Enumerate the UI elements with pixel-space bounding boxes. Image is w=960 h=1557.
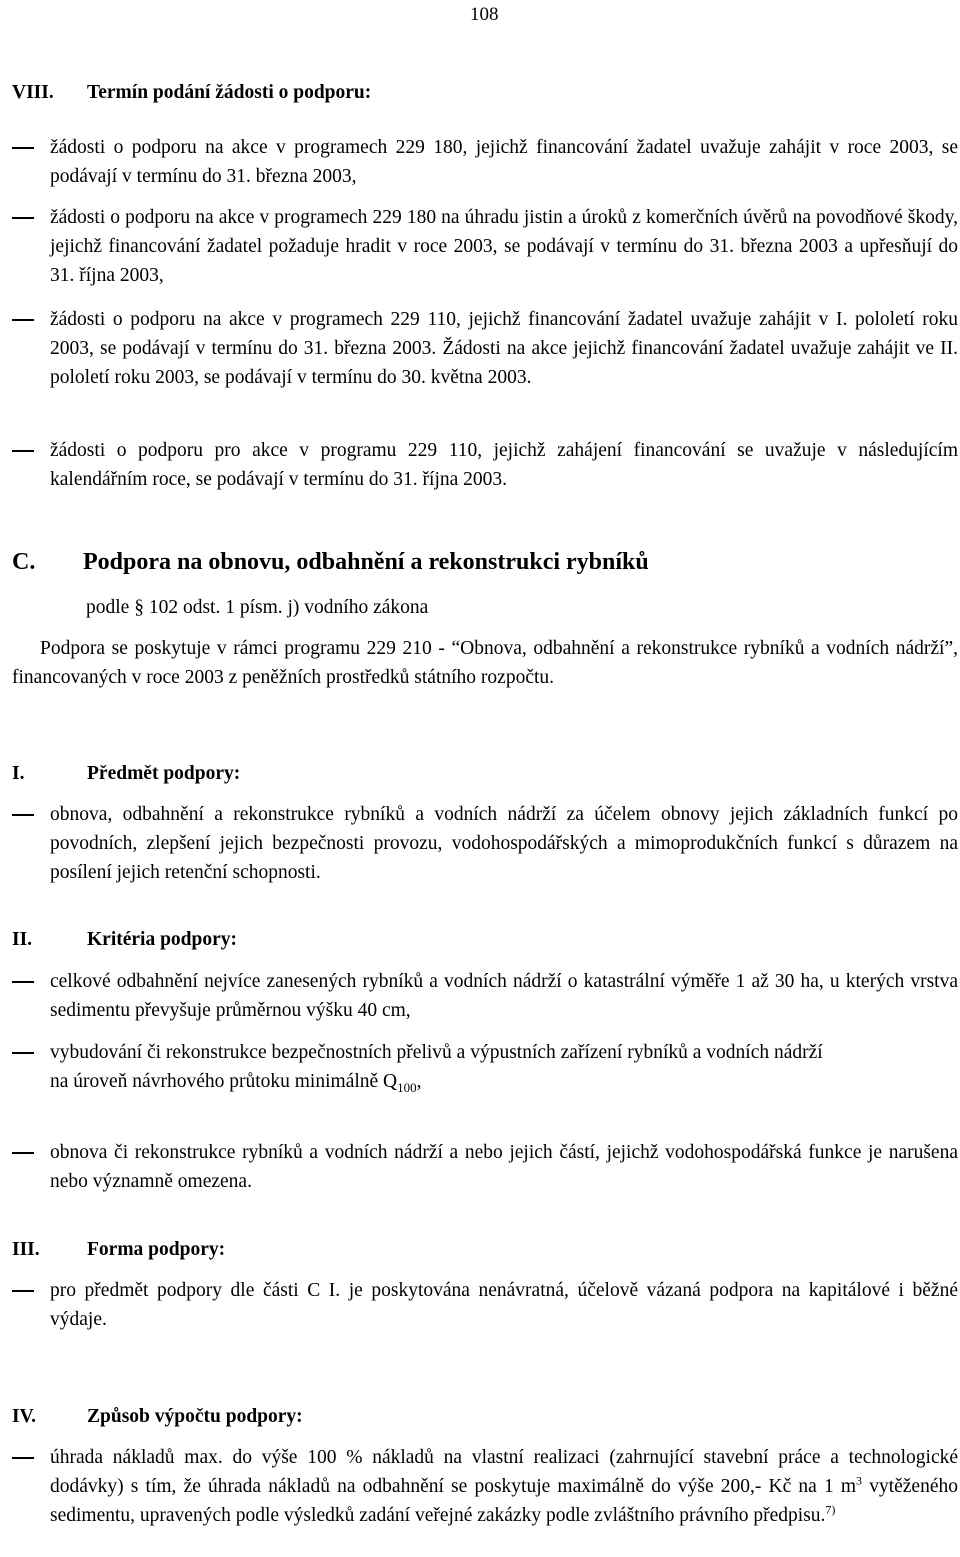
flow-text: na úroveň návrhového průtoku minimálně Q bbox=[50, 1071, 398, 1092]
section-title: Podpora na obnovu, odbahnění a rekonstrukci rybníků bbox=[83, 549, 649, 575]
list-item-text: obnova či rekonstrukce rybníků a vodních nádrží a nebo jejich částí, jejichž vodohospodářská funkce je narušena nebo významně omezena. bbox=[50, 1142, 958, 1192]
list-item bbox=[12, 133, 958, 191]
list-item-text: žádosti o podporu na akce v programech 229 110, jejichž financování žadatel uvažuje zahájit v I. pololetí roku 2003, se podávají v termínu do 31. března 2003. Žádosti na akce jejichž financování žadatel uvažuje zahájit ve II. pololetí roku 2003, se podávají v termínu do 30. května 2003. bbox=[50, 309, 958, 388]
footnote-ref: 7) bbox=[825, 1502, 836, 1517]
paragraph-symbol: § bbox=[134, 597, 144, 618]
subscript: 100 bbox=[397, 1079, 417, 1095]
list-item bbox=[12, 436, 958, 494]
list-item-text: celkové odbahnění nejvíce zanesených rybníků a vodních nádrží o katastrální výměře 1 až 30 ha, u kterých vrstva sedimentu převyšuje průměrnou výšku 40 cm, bbox=[50, 971, 958, 1021]
section-number: IV. bbox=[12, 1406, 37, 1427]
section-iii-heading bbox=[12, 1235, 226, 1264]
flow-text: úhrada nákladů max. do výše 100 % nákladů na vlastní realizaci (zahrnující stavební práce a technologické dodávky) s tím, že úhrada nákladů na odbahnění se poskytuje maximálně do výše 200,- Kč na 1 m bbox=[50, 1447, 958, 1497]
list-item bbox=[12, 1038, 958, 1102]
list-item bbox=[12, 1276, 958, 1334]
list-item-text bbox=[50, 1038, 958, 1102]
superscript: 3 bbox=[856, 1473, 863, 1488]
list-item-text: pro předmět podpory dle části C I. je poskytována nenávratná, účelově vázaná podpora na kapitálové i běžné výdaje. bbox=[50, 1280, 958, 1330]
list-item bbox=[12, 1138, 958, 1196]
subtitle-post: 102 odst. 1 písm. j) vodního zákona bbox=[148, 597, 429, 618]
list-item bbox=[12, 800, 958, 887]
list-item bbox=[12, 305, 958, 392]
section-c-intro: Podpora se poskytuje v rámci programu 229 210 - “Obnova, odbahnění a rekonstrukce rybníků a vodních nádrží”, financovaných v roce 2003 z peněžních prostředků státního rozpočtu. bbox=[12, 638, 958, 688]
list-item bbox=[12, 967, 958, 1025]
section-title: Způsob výpočtu podpory: bbox=[87, 1406, 303, 1427]
section-letter: C. bbox=[12, 549, 36, 575]
section-i-heading bbox=[12, 759, 241, 788]
section-c-heading bbox=[12, 548, 649, 577]
section-viii-heading bbox=[12, 78, 372, 107]
section-title: Forma podpory: bbox=[87, 1239, 226, 1260]
section-title: Předmět podpory: bbox=[87, 763, 241, 784]
flow-text: vytěženého sedimentu, upravených podle výsledků zadání veřejné zakázky podle zvláštního právního předpisu. bbox=[50, 1476, 958, 1526]
list-item-text: žádosti o podporu na akce v programech 229 180, jejichž financování žadatel uvažuje zahájit v roce 2003, se podávají v termínu do 31. března 2003, bbox=[50, 137, 958, 187]
punctuation: , bbox=[416, 1071, 422, 1092]
section-iv-heading bbox=[12, 1402, 303, 1431]
section-number: VIII. bbox=[12, 82, 54, 103]
page-number: 108 bbox=[470, 4, 499, 25]
list-item bbox=[12, 1443, 958, 1530]
section-number: I. bbox=[12, 763, 25, 784]
list-item-text: žádosti o podporu na akce v programech 229 180 na úhradu jistin a úroků z komerčních úvěrů na povodňové škody, jejichž financování žadatel požaduje hradit v roce 2003, se podávají v termínu do 31. března 2003 a upřesňují do 31. října 2003, bbox=[50, 207, 958, 286]
section-title: Termín podání žádosti o podporu: bbox=[87, 82, 372, 103]
list-item-text: žádosti o podporu pro akce v programu 229 110, jejichž zahájení financování se uvažuje v následujícím kalendářním roce, se podávají v termínu do 31. října 2003. bbox=[50, 440, 958, 490]
subtitle-pre: podle bbox=[86, 597, 130, 618]
list-item-text: obnova, odbahnění a rekonstrukce rybníků a vodních nádrží za účelem obnovy jejich základních funkcí po povodních, zlepšení jejich bezpečnosti provozu, vodohospodářských a mimoprodukčních funkcí s důrazem na posílení jejich retenční schopnosti. bbox=[50, 804, 958, 883]
list-item bbox=[12, 203, 958, 290]
section-c-subtitle bbox=[86, 593, 428, 622]
section-ii-heading bbox=[12, 925, 238, 954]
list-item-line: vybudování či rekonstrukce bezpečnostních přelivů a výpustních zařízení rybníků a vodních nádrží bbox=[50, 1042, 823, 1063]
list-item-line bbox=[50, 1067, 958, 1102]
section-title: Kritéria podpory: bbox=[87, 929, 238, 950]
section-number: II. bbox=[12, 929, 33, 950]
list-item-text bbox=[50, 1443, 958, 1530]
section-number: III. bbox=[12, 1239, 40, 1260]
